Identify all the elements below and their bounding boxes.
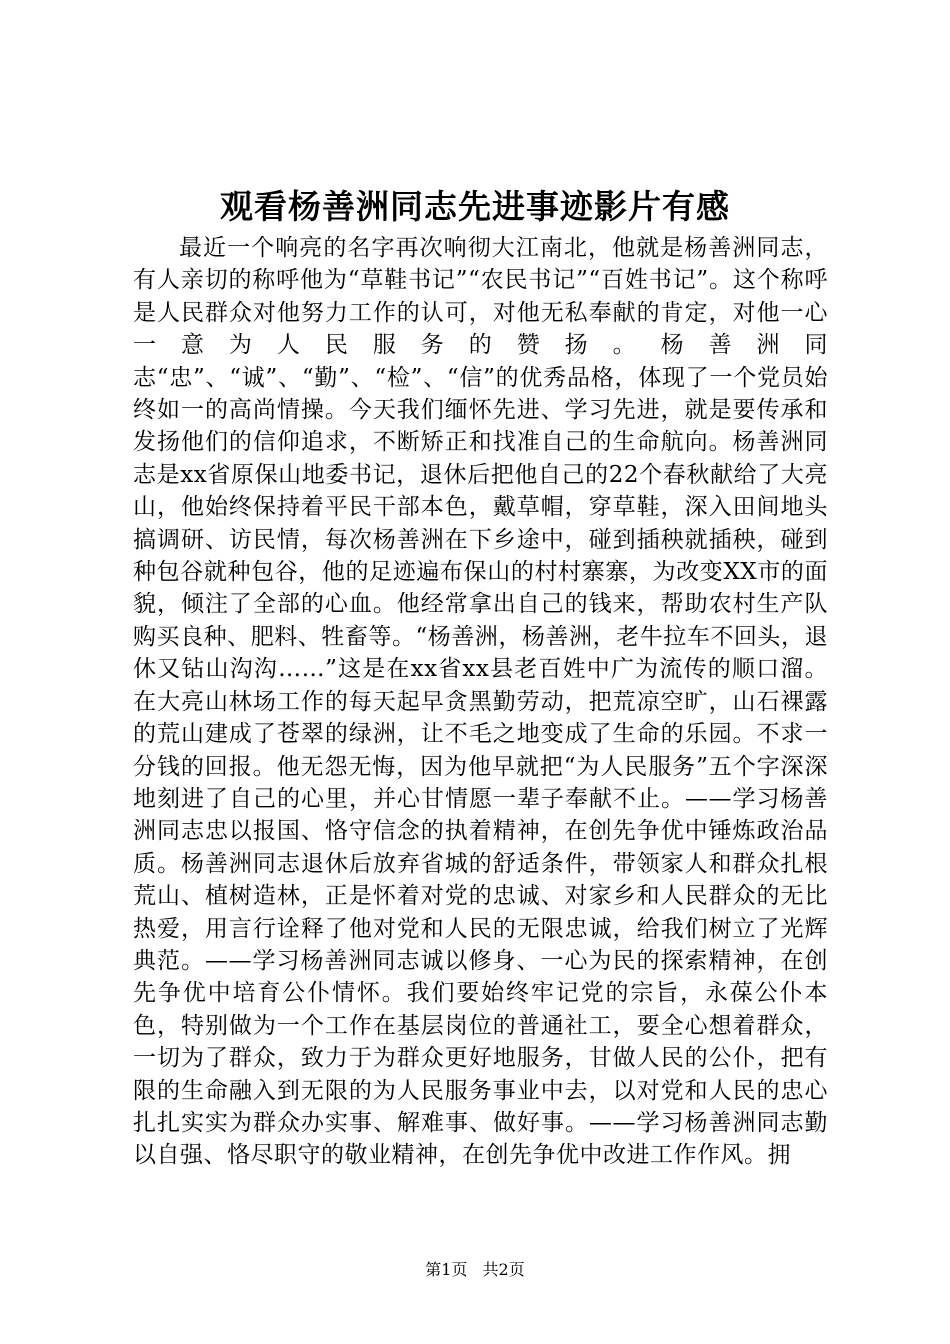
document-body-paragraph: 最近一个响亮的名字再次响彻大江南北，他就是杨善洲同志，有人亲切的称呼他为“草鞋书记”“农民书记”“百姓书记”。这个称呼是人民群众对他努力工作的认可，对他无私奉献的肯定，对他一心一意为人民服务的赞扬。杨善洲同志“忠”、“诚”、“勤”、“检”、“信”的优秀品格，体现了一个党员始终如一的高尚情操。今天我们缅怀先进、学习先进，就是要传承和发扬他们的信仰追求，不断矫正和找准自己的生命航向。杨善洲同志是xx省原保山地委书记，退休后把他自己的22个春秋献给了大亮山，他始终保持着平民干部本色，戴草帽，穿草鞋，深入田间地头搞调研、访民情，每次杨善洲在下乡途中，碰到插秧就插秧，碰到种包谷就种包谷，他的足迹遍布保山的村村寨寨，为改变XX市的面貌，倾注了全部的心血。他经常拿出自己的钱来，帮助农村生产队购买良种、肥料、牲畜等。“杨善洲，杨善洲，老牛拉车不回头，退休又钻山沟沟……”这是在xx省xx县老百姓中广为流传的顺口溜。在大亮山林场工作的每天起早贪黑勤劳动，把荒凉空旷，山石裸露的荒山建成了苍翠的绿洲，让不毛之地变成了生命的乐园。不求一分钱的回报。他无怨无悔，因为他早就把“为人民服务”五个字深深地刻进了自己的心里，并心甘情愿一辈子奉献不止。——学习杨善洲同志忠以报国、恪守信念的执着精神，在创先争优中锤炼政治品质。杨善洲同志退休后放弃省城的舒适条件，带领家人和群众扎根荒山、植树造林，正是怀着对党的忠诚、对家乡和人民群众的无比热爱，用言行诠释了他对党和人民的无限忠诚，给我们树立了光辉典范。——学习杨善洲同志诚以修身、一心为民的探索精神，在创先争优中培育公仆情怀。我们要始终牢记党的宗旨，永葆公仆本色，特别做为一个工作在基层岗位的普通社工，要全心想着群众，一切为了群众，致力于为群众更好地服务，甘做人民的公仆，把有限的生命融入到无限的为人民服务事业中去，以对党和人民的忠心扎扎实实为群众办实事、解难事、做好事。——学习杨善洲同志勤以自强、恪尽职守的敬业精神，在创先争优中改进工作作风。拥 — [133, 235, 828, 1169]
page-number-total: 共2页 — [482, 1260, 525, 1279]
document-title: 观看杨善洲同志先进事迹影片有感 — [220, 187, 730, 226]
page-number-current: 第1页 — [425, 1260, 468, 1279]
page-footer — [0, 1258, 950, 1282]
